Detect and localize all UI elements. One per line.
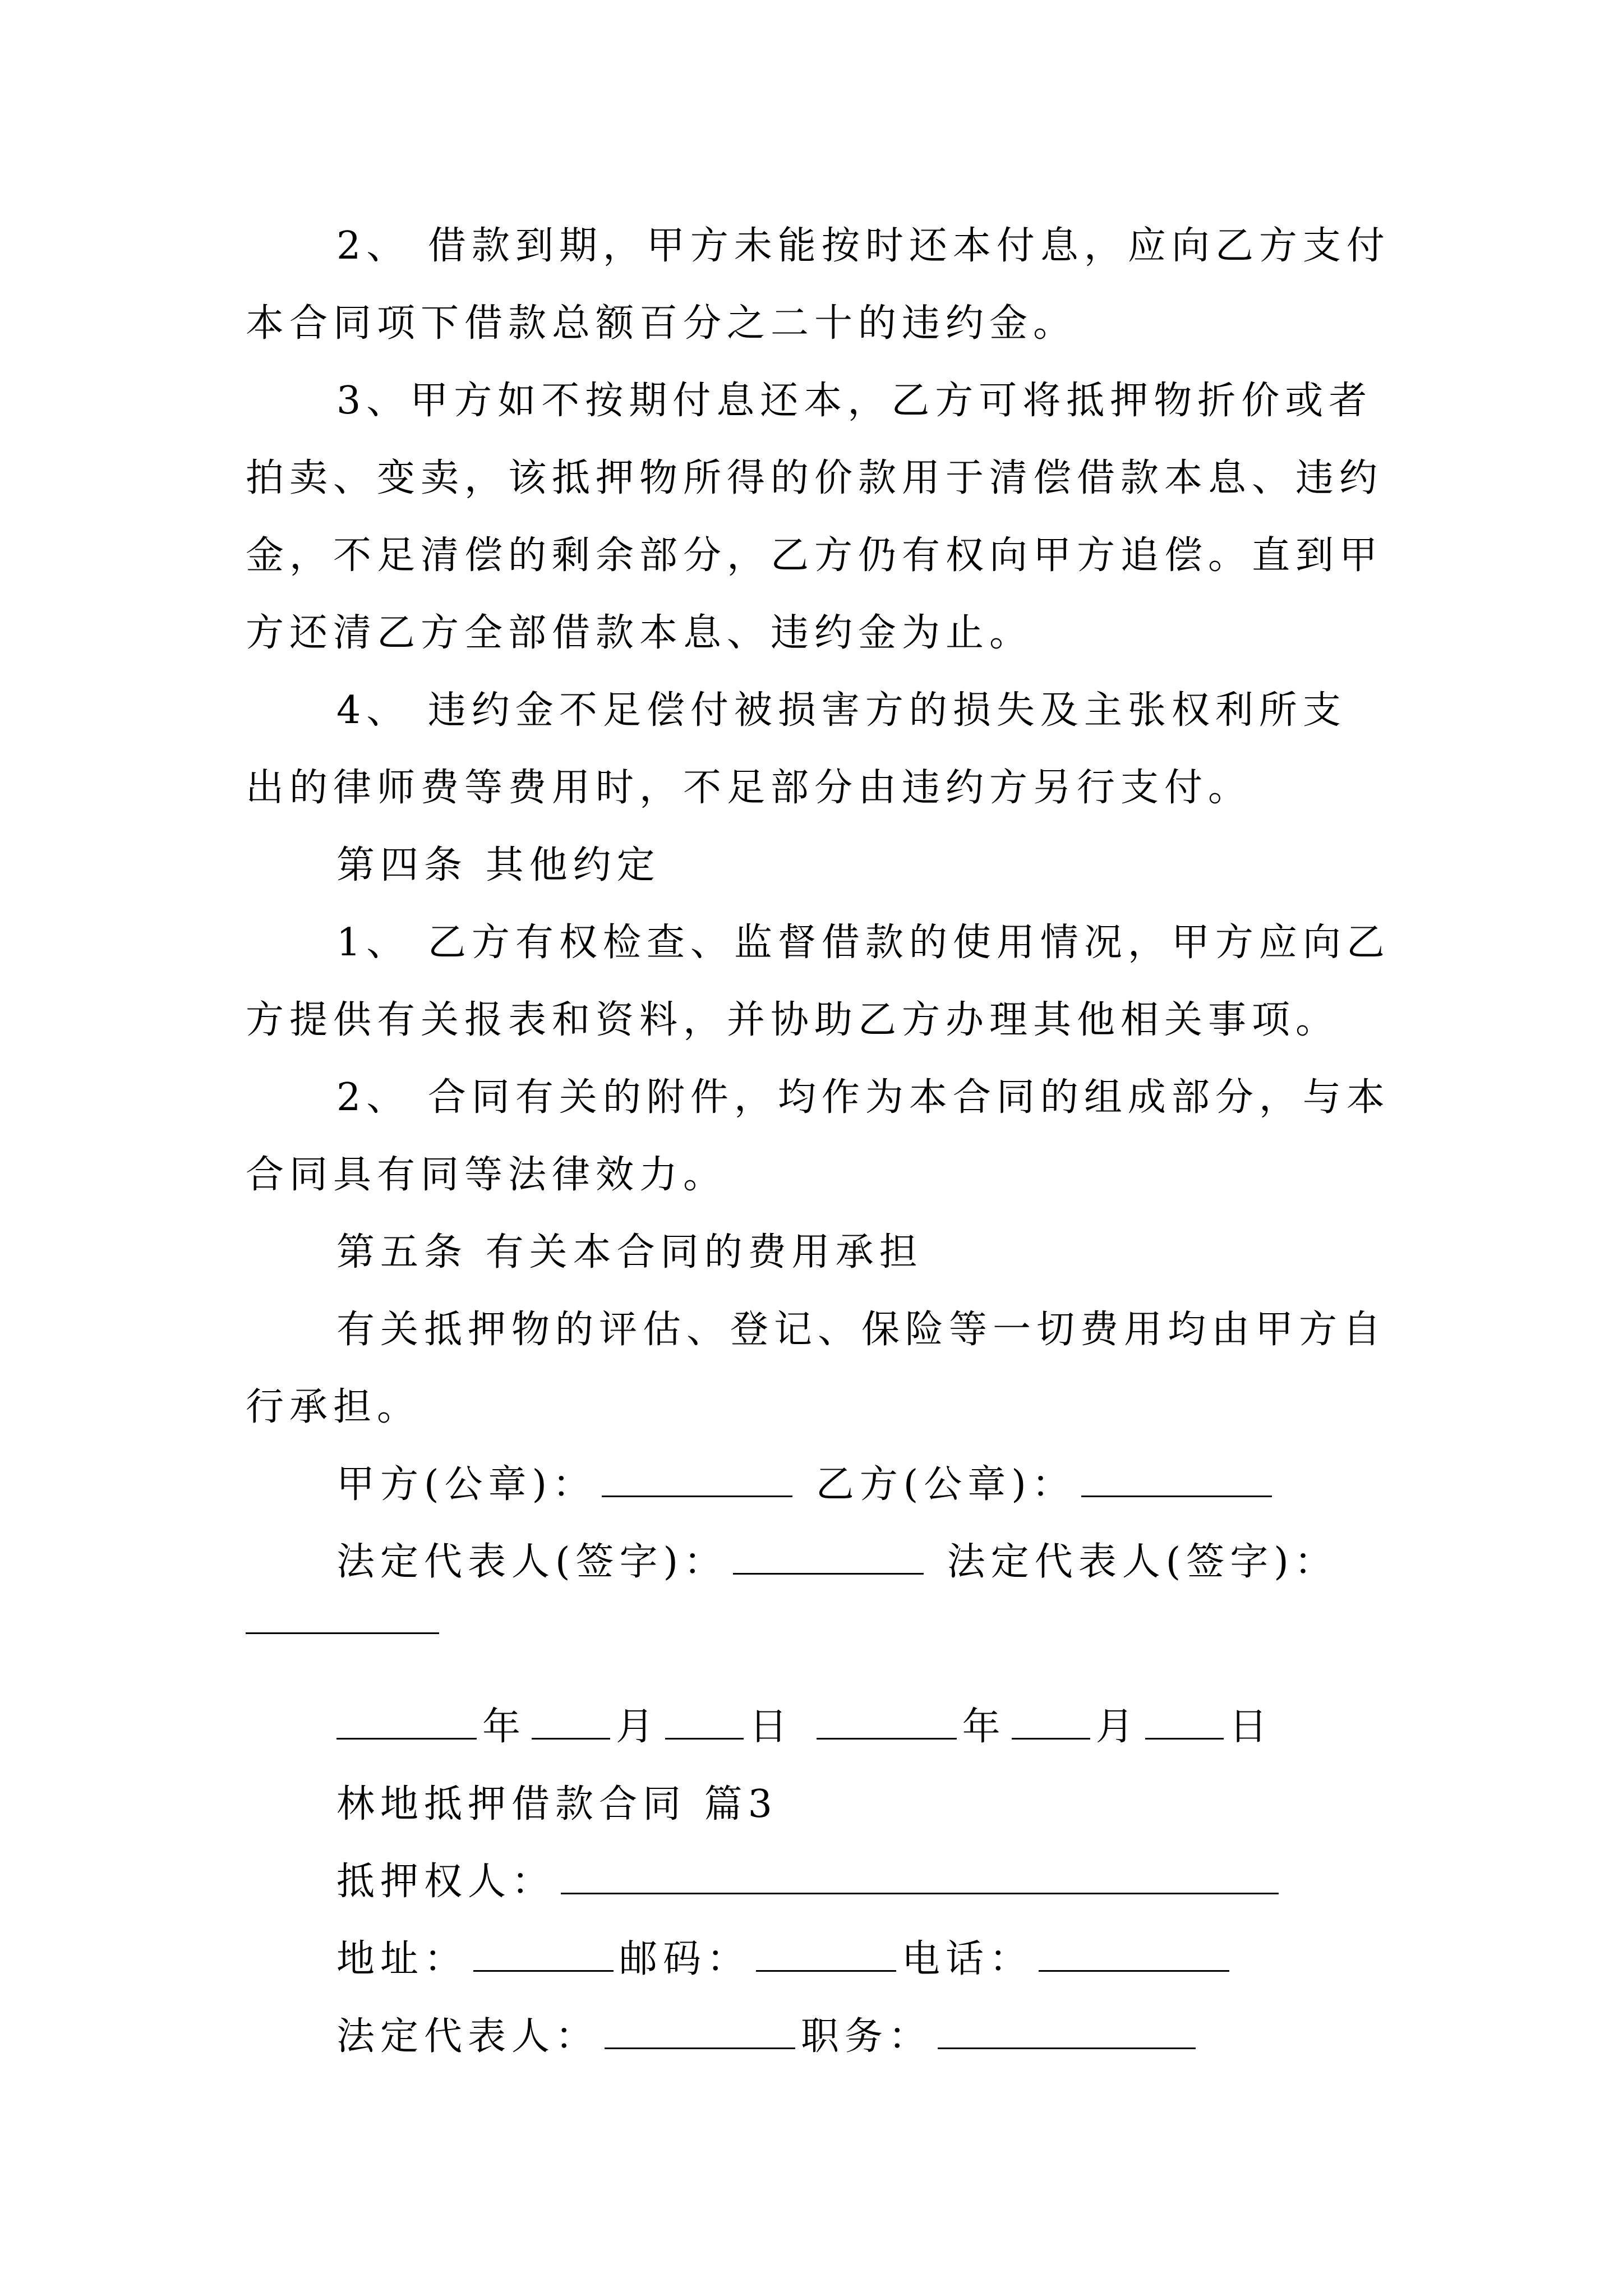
legal-rep-b-blank	[246, 1627, 439, 1634]
paragraph-line: 方提供有关报表和资料，并协助乙方办理其他相关事项。	[246, 998, 1340, 1042]
paragraph-line: 有关抵押物的评估、登记、保险等一切费用均由甲方自	[336, 1308, 1387, 1352]
mortgagee-blank	[561, 1859, 1279, 1894]
year-label: 年	[962, 1705, 1006, 1749]
paragraph-line: 行承担。	[246, 1385, 421, 1429]
paragraph-line: 2、 借款到期，甲方未能按时还本付息，应向乙方支付	[336, 224, 1390, 268]
phone-blank	[1039, 1936, 1229, 1972]
paragraph-line: 出的律师费等费用时，不足部分由违约方另行支付。	[246, 766, 1252, 810]
paragraph-line: 2、 合同有关的附件，均作为本合同的组成部分，与本	[336, 1075, 1390, 1120]
phone-label: 电话：	[902, 1937, 1034, 1981]
month-label: 月	[616, 1705, 660, 1749]
year-label: 年	[482, 1705, 527, 1749]
year-blank-b	[817, 1704, 957, 1740]
legal-rep-position-row	[336, 1998, 1201, 2076]
paragraph-line: 方还清乙方全部借款本息、违约金为止。	[246, 611, 1034, 655]
document-body	[246, 208, 1390, 2059]
address-blank	[473, 1936, 614, 1972]
paragraph-line: 合同具有同等法律效力。	[246, 1153, 727, 1197]
legal-rep-a-label: 法定代表人(签字)：	[336, 1540, 728, 1584]
month-label: 月	[1095, 1705, 1140, 1749]
address-label: 地址：	[336, 1937, 468, 1981]
section-heading: 第四条 其他约定	[336, 843, 661, 887]
party-a-seal-blank	[602, 1462, 792, 1497]
section-title: 林地抵押借款合同 篇3	[336, 1782, 778, 1826]
day-blank-a	[665, 1704, 744, 1740]
position-blank	[938, 2014, 1196, 2049]
day-label: 日	[749, 1705, 794, 1749]
postcode-blank	[756, 1936, 896, 1972]
paragraph-line: 本合同项下借款总额百分之二十的违约金。	[246, 301, 1077, 346]
legal-rep-a-blank	[733, 1539, 924, 1575]
paragraph-line: 4、 违约金不足偿付被损害方的损失及主张权利所支	[336, 688, 1347, 733]
position-label: 职务：	[801, 2014, 933, 2059]
legal-rep-b-label: 法定代表人(签字)：	[947, 1540, 1338, 1584]
legal-rep-blank	[605, 2014, 795, 2049]
seal-row	[336, 1446, 1278, 1524]
section-heading: 第五条 有关本合同的费用承担	[336, 1230, 923, 1274]
day-label: 日	[1229, 1705, 1273, 1749]
month-blank-a	[532, 1704, 610, 1740]
mortgagee-row	[336, 1843, 1284, 1921]
paragraph-line: 1、 乙方有权检查、监督借款的使用情况，甲方应向乙	[336, 921, 1390, 965]
mortgagee-label: 抵押权人：	[336, 1860, 556, 1904]
legal-rep-label: 法定代表人：	[336, 2014, 600, 2059]
postcode-label: 邮码：	[619, 1937, 751, 1981]
address-row	[336, 1921, 1235, 1998]
party-b-seal-label: 乙方(公章)：	[815, 1462, 1076, 1507]
party-b-seal-blank	[1081, 1462, 1272, 1497]
legal-rep-row	[336, 1524, 1338, 1601]
paragraph-line: 拍卖、变卖，该抵押物所得的价款用于清偿借款本息、违约	[246, 456, 1384, 500]
date-row	[336, 1688, 1273, 1766]
paragraph-line: 3、甲方如不按期付息还本，乙方可将抵押物折价或者	[336, 379, 1373, 423]
day-blank-b	[1145, 1704, 1224, 1740]
year-blank-a	[336, 1704, 477, 1740]
paragraph-line: 金，不足清偿的剩余部分，乙方仍有权向甲方追偿。直到甲	[246, 533, 1384, 578]
party-a-seal-label: 甲方(公章)：	[336, 1462, 597, 1507]
month-blank-b	[1012, 1704, 1090, 1740]
